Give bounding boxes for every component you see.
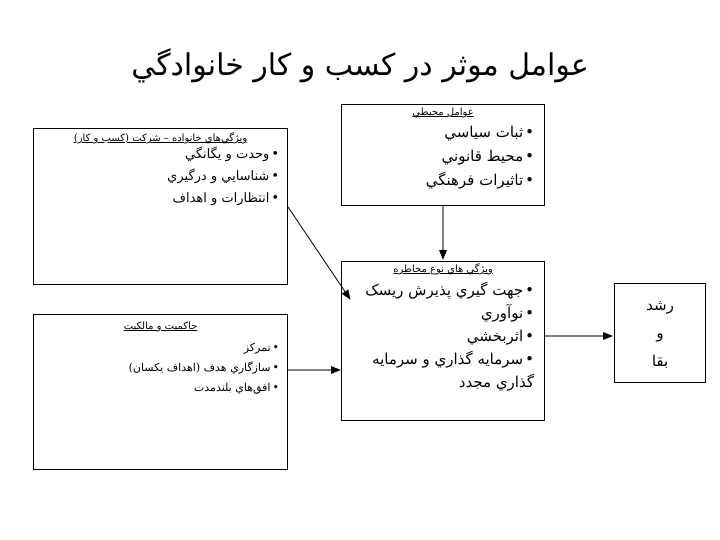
entrepreneurial-box-heading: ويژگي هاي نوع مخاطره [393, 264, 493, 275]
entrepreneurial-item-innovation: • نوآوري [352, 302, 534, 325]
outcome-line-growth: رشد [646, 296, 674, 314]
entrepreneurial-item-investment: • سرمايه گذاري و سرمايه گذاري مجدد [352, 348, 534, 394]
family-item-expectations: • انتظارات و اهداف [42, 188, 279, 210]
diagram-title: عوامل موثر در کسب و کار خانوادگي [131, 48, 589, 83]
family-item-unity: • وحدت و يگانگي [42, 144, 279, 166]
environment-item-legal: • محيط قانوني [352, 144, 534, 168]
outcome-line-and: و [656, 324, 664, 342]
environment-box-heading: عوامل محيطي [412, 107, 474, 118]
governance-item-goal-alignment: • سازگاري هدف (اهداف يکسان) [42, 358, 279, 378]
family-box-heading: ويژگي‌هاي خانواده – شرکت (کسب و کار) [73, 133, 248, 144]
entrepreneurial-item-effectiveness: • اثربخشي [352, 325, 534, 348]
family-item-identification: • شناسايي و درگيري [42, 166, 279, 188]
governance-item-concentration: • تمرکز [42, 338, 279, 358]
outcome-line-survival: بقا [651, 352, 669, 370]
entrepreneurial-item-risk: • جهت گيري پذيرش ريسک [352, 279, 534, 302]
environment-item-political-stability: • ثبات سياسي [352, 120, 534, 144]
environment-item-cultural: • تاثيرات فرهنگي [352, 168, 534, 192]
arrow-family-to-entrepreneurial [288, 207, 350, 299]
governance-box-heading: حاکميت و مالکيت [123, 321, 198, 332]
governance-item-long-horizon: • افق‌هاي بلندمدت [42, 378, 279, 398]
